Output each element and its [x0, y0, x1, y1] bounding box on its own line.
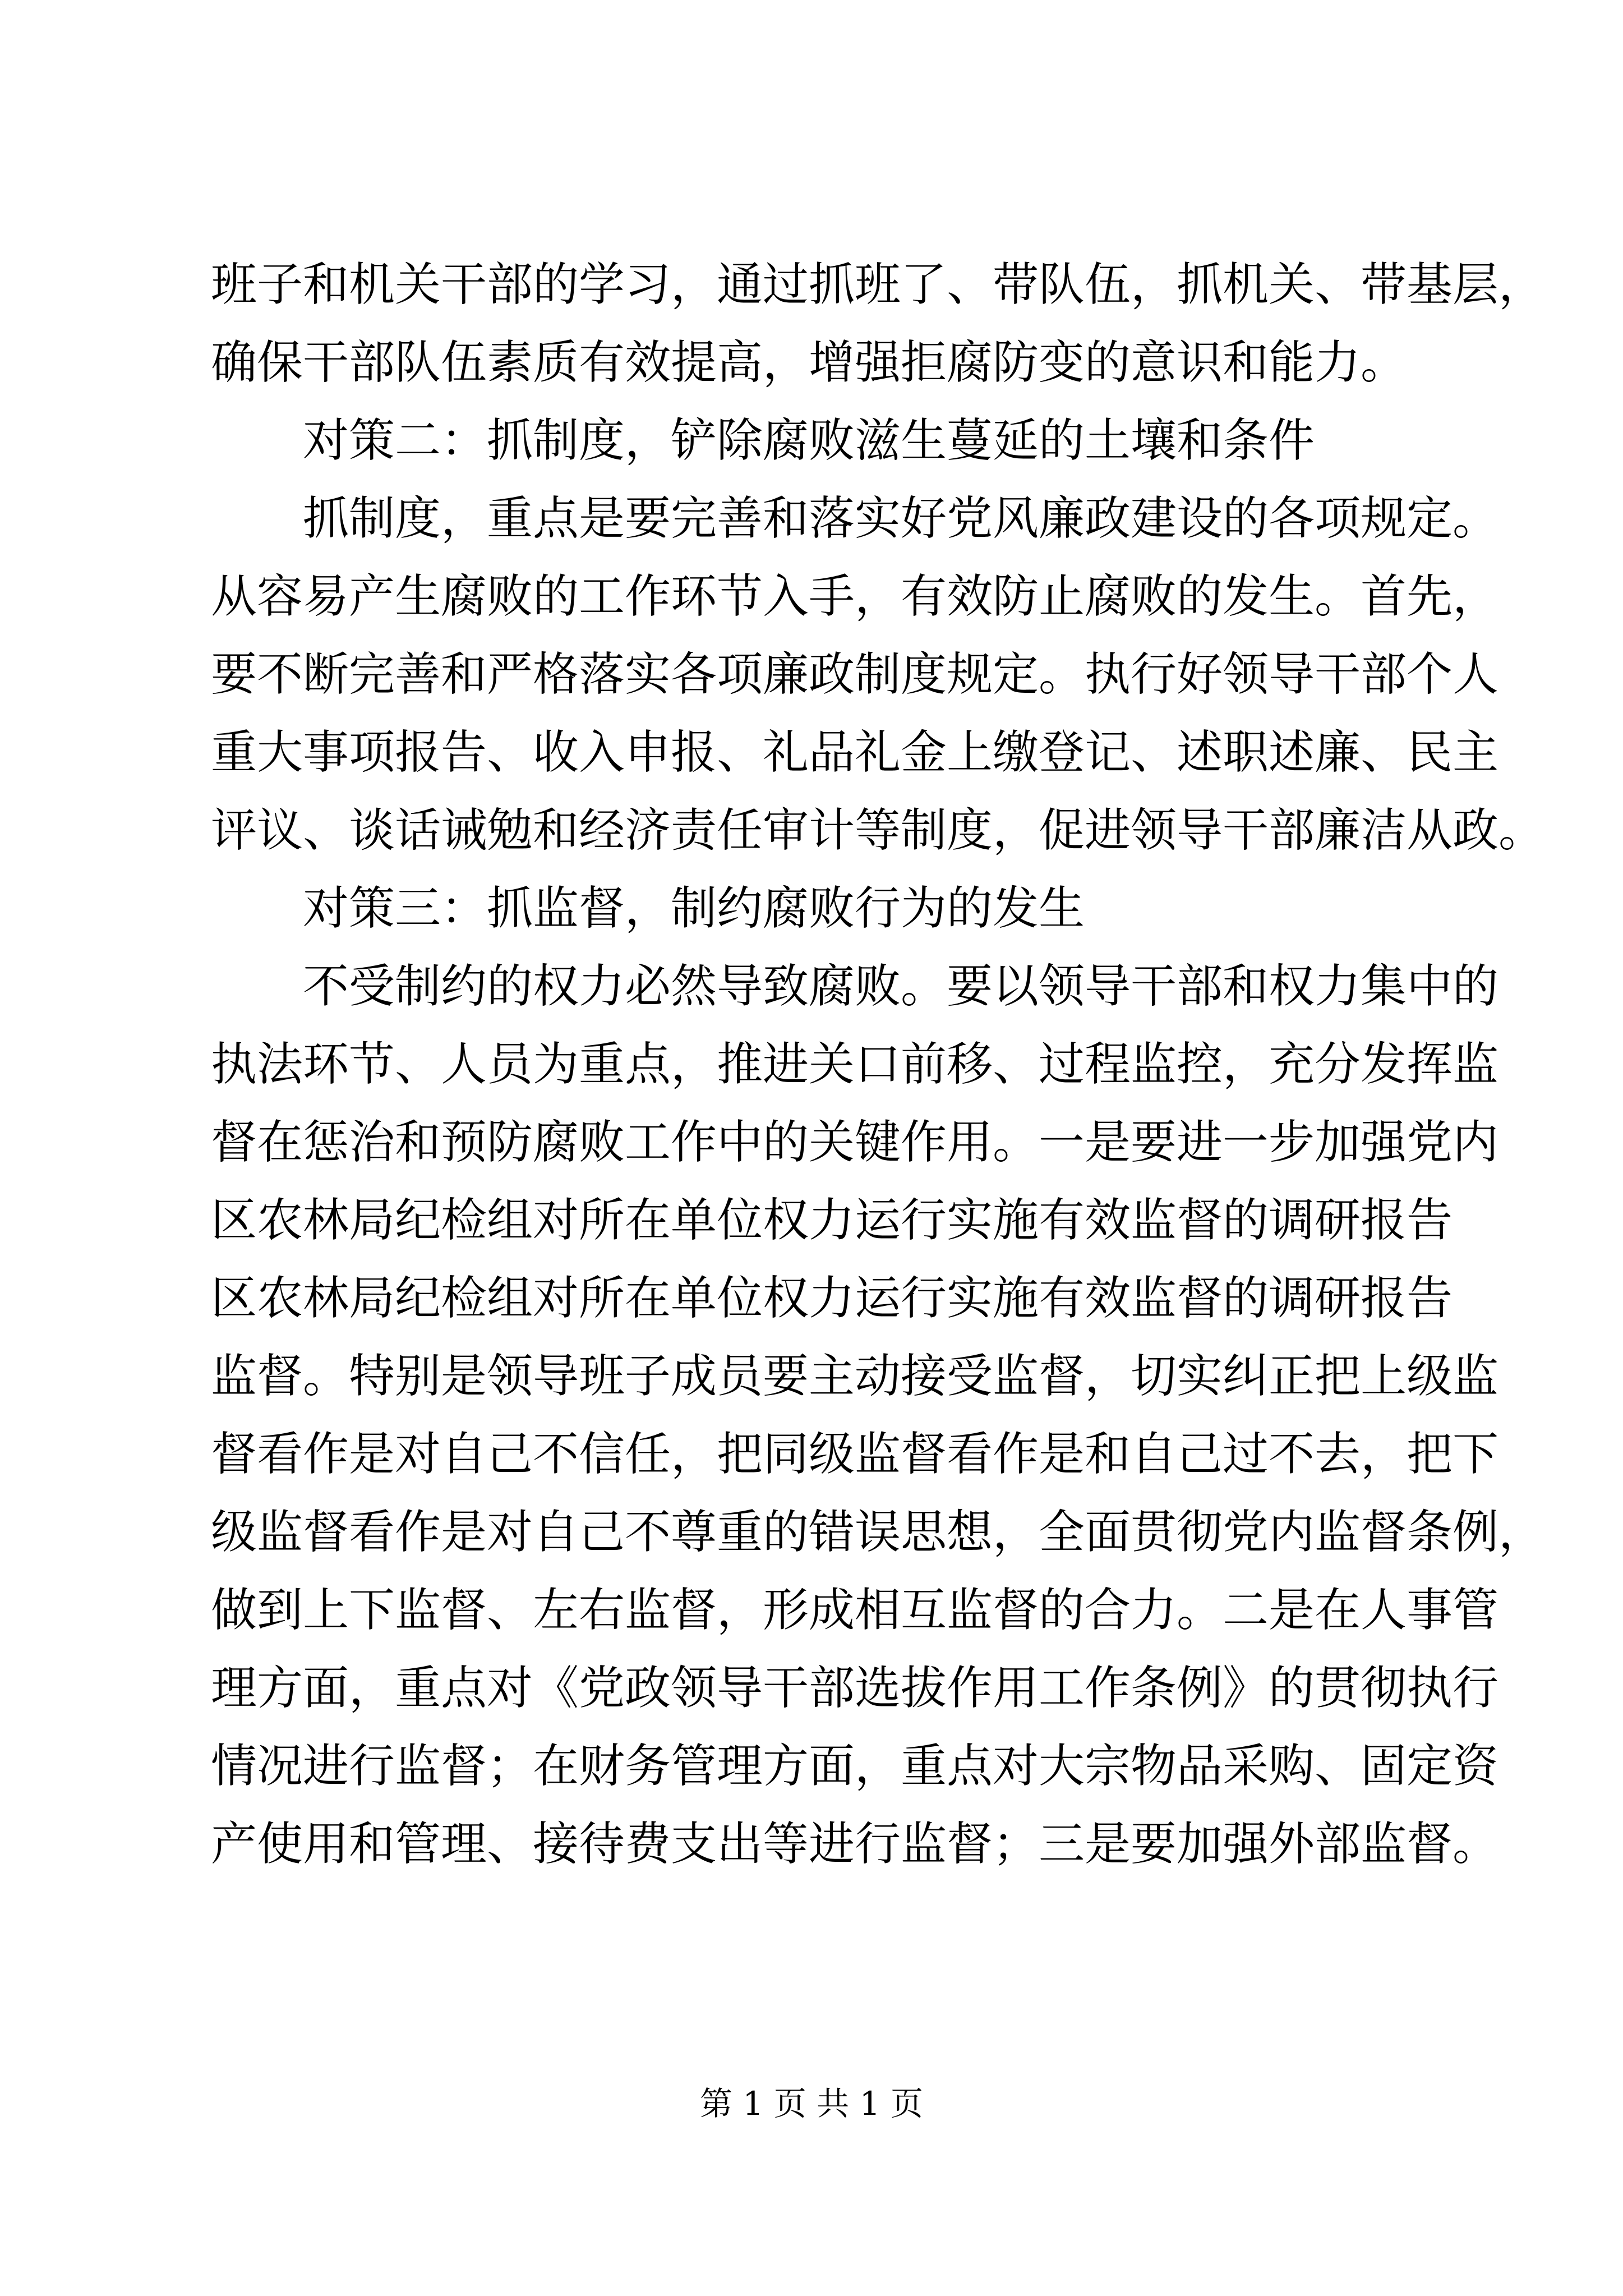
- body-line-12: 督在惩治和预防腐败工作中的关键作用。一是要进一步加强党内: [211, 1116, 1499, 1169]
- section-heading-strategy-2: 对策二：抓制度，铲除腐败滋生蔓延的土壤和条件: [303, 414, 1315, 467]
- page-number-label: 第 1 页 共 1 页: [700, 2085, 923, 2123]
- report-title-line-2: 区农林局纪检组对所在单位权力运行实施有效监督的调研报告: [211, 1272, 1453, 1325]
- body-line-8: 评议、谈话诫勉和经济责任审计等制度，促进领导干部廉洁从政。: [211, 804, 1545, 857]
- body-line-6: 要不断完善和严格落实各项廉政制度规定。执行好领导干部个人: [211, 648, 1499, 701]
- body-line-11: 执法环节、人员为重点，推进关口前移、过程监控，充分发挥监: [211, 1038, 1499, 1091]
- body-line-19: 理方面，重点对《党政领导干部选拔作用工作条例》的贯彻执行: [211, 1662, 1499, 1715]
- document-body: [211, 246, 1545, 1883]
- body-line-1: 班子和机关干部的学习，通过抓班了、带队伍，抓机关、带基层，: [211, 258, 1545, 311]
- body-line-4: 抓制度，重点是要完善和落实好党风廉政建设的各项规定。: [303, 492, 1499, 545]
- body-line-7: 重大事项报告、收入申报、礼品礼金上缴登记、述职述廉、民主: [211, 726, 1499, 779]
- body-line-17: 级监督看作是对自己不尊重的错误思想，全面贯彻党内监督条例，: [211, 1506, 1545, 1559]
- body-line-2: 确保干部队伍素质有效提高，增强拒腐防变的意识和能力。: [211, 336, 1407, 389]
- body-line-15: 监督。特别是领导班子成员要主动接受监督，切实纠正把上级监: [211, 1350, 1499, 1403]
- page-footer: [0, 2081, 1623, 2126]
- body-line-21: 产使用和管理、接待费支出等进行监督；三是要加强外部监督。: [211, 1818, 1499, 1871]
- body-line-5: 从容易产生腐败的工作环节入手，有效防止腐败的发生。首先，: [211, 570, 1499, 623]
- section-heading-strategy-3: 对策三：抓监督，制约腐败行为的发生: [303, 882, 1085, 935]
- body-line-18: 做到上下监督、左右监督，形成相互监督的合力。二是在人事管: [211, 1584, 1499, 1637]
- body-line-16: 督看作是对自己不信任，把同级监督看作是和自己过不去，把下: [211, 1428, 1499, 1481]
- body-line-10: 不受制约的权力必然导致腐败。要以领导干部和权力集中的: [303, 960, 1499, 1013]
- report-title-line-1: 区农林局纪检组对所在单位权力运行实施有效监督的调研报告: [211, 1194, 1453, 1247]
- body-line-20: 情况进行监督；在财务管理方面，重点对大宗物品采购、固定资: [211, 1740, 1499, 1793]
